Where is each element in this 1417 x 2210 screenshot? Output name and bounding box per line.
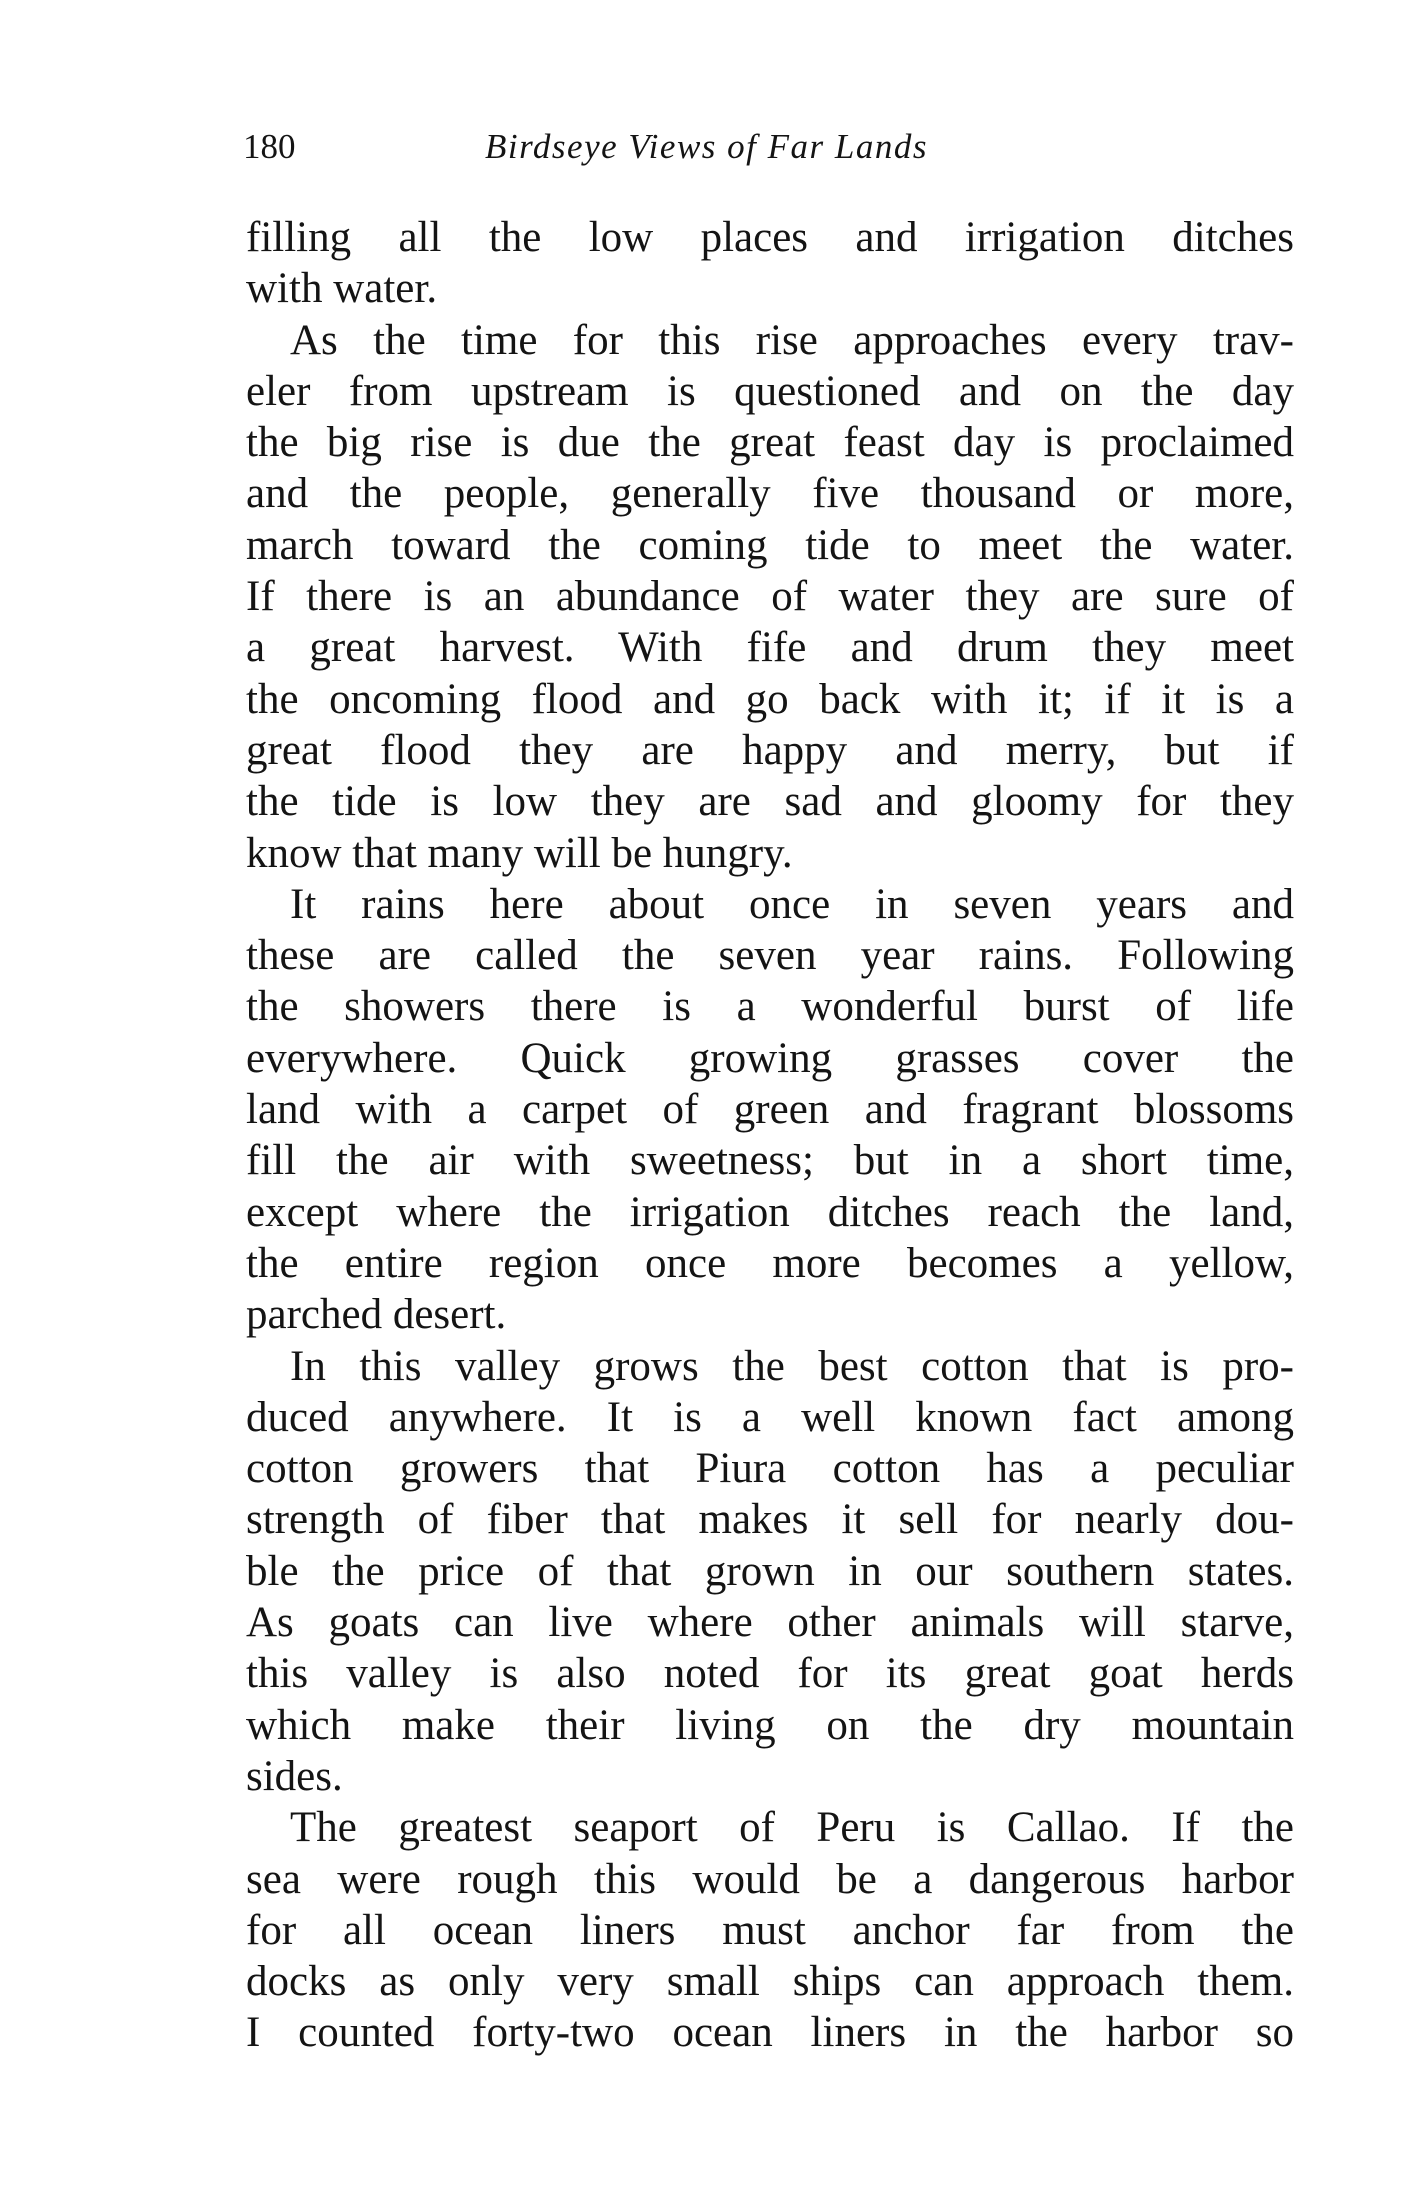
text-line: everywhere. Quick growing grasses cover the bbox=[246, 1034, 1294, 1082]
text-line: land with a carpet of green and fragrant blossoms bbox=[246, 1086, 1294, 1134]
text-line: with water. bbox=[246, 265, 438, 313]
text-line: know that many will be hungry. bbox=[246, 829, 793, 877]
text-line: the showers there is a wonderful burst of life bbox=[246, 983, 1294, 1031]
body-text bbox=[246, 212, 1294, 2059]
text-line: It rains here about once in seven years and bbox=[290, 880, 1294, 928]
paragraph bbox=[246, 1802, 1294, 2058]
text-line: this valley is also noted for its great goat herds bbox=[246, 1650, 1294, 1698]
text-line: filling all the low places and irrigation ditches bbox=[246, 214, 1294, 261]
text-line: docks as only very small ships can approach them. bbox=[246, 1958, 1294, 2006]
text-line: The greatest seaport of Peru is Callao. If the bbox=[290, 1804, 1294, 1852]
text-line: the entire region once more becomes a yellow, bbox=[246, 1239, 1294, 1287]
text-line: In this valley grows the best cotton that is pro- bbox=[290, 1342, 1294, 1390]
text-line: eler from upstream is questioned and on the day bbox=[246, 367, 1294, 415]
text-line: great flood they are happy and merry, but if bbox=[246, 726, 1294, 774]
paragraph bbox=[246, 879, 1294, 1341]
text-line: duced anywhere. It is a well known fact among bbox=[246, 1393, 1294, 1441]
paragraph bbox=[246, 315, 1294, 879]
text-line: march toward the coming tide to meet the water. bbox=[246, 521, 1294, 569]
text-line: the tide is low they are sad and gloomy for they bbox=[246, 778, 1294, 826]
text-line: cotton growers that Piura cotton has a peculiar bbox=[246, 1445, 1294, 1493]
text-line: except where the irrigation ditches reach the land, bbox=[246, 1188, 1294, 1236]
text-line: sea were rough this would be a dangerous harbor bbox=[246, 1855, 1294, 1903]
paragraph bbox=[246, 1341, 1294, 1803]
text-line: As the time for this rise approaches every trav- bbox=[290, 316, 1294, 364]
text-line: As goats can live where other animals will starve, bbox=[246, 1599, 1294, 1647]
text-line: I counted forty-two ocean liners in the harbor so bbox=[246, 2009, 1294, 2057]
running-head bbox=[243, 122, 1093, 172]
paragraph bbox=[246, 212, 1294, 315]
text-line: these are called the seven year rains. Following bbox=[246, 932, 1294, 980]
text-line: the oncoming flood and go back with it; if it is a bbox=[246, 675, 1294, 723]
text-line: a great harvest. With fife and drum they meet bbox=[246, 624, 1294, 672]
text-line: If there is an abundance of water they are sure of bbox=[246, 573, 1294, 621]
page-number: 180 bbox=[243, 127, 296, 166]
running-title: Birdseye Views of Far Lands bbox=[485, 127, 928, 166]
text-line: ble the price of that grown in our southern states. bbox=[246, 1547, 1294, 1595]
text-line: and the people, generally five thousand or more, bbox=[246, 470, 1294, 518]
text-line: for all ocean liners must anchor far from the bbox=[246, 1906, 1294, 1954]
text-line: parched desert. bbox=[246, 1291, 507, 1339]
text-line: fill the air with sweetness; but in a short time, bbox=[246, 1137, 1294, 1185]
text-line: the big rise is due the great feast day is proclaimed bbox=[246, 419, 1294, 467]
text-line: strength of fiber that makes it sell for nearly dou- bbox=[246, 1496, 1294, 1544]
text-line: which make their living on the dry mountain bbox=[246, 1701, 1294, 1749]
text-line: sides. bbox=[246, 1752, 343, 1800]
